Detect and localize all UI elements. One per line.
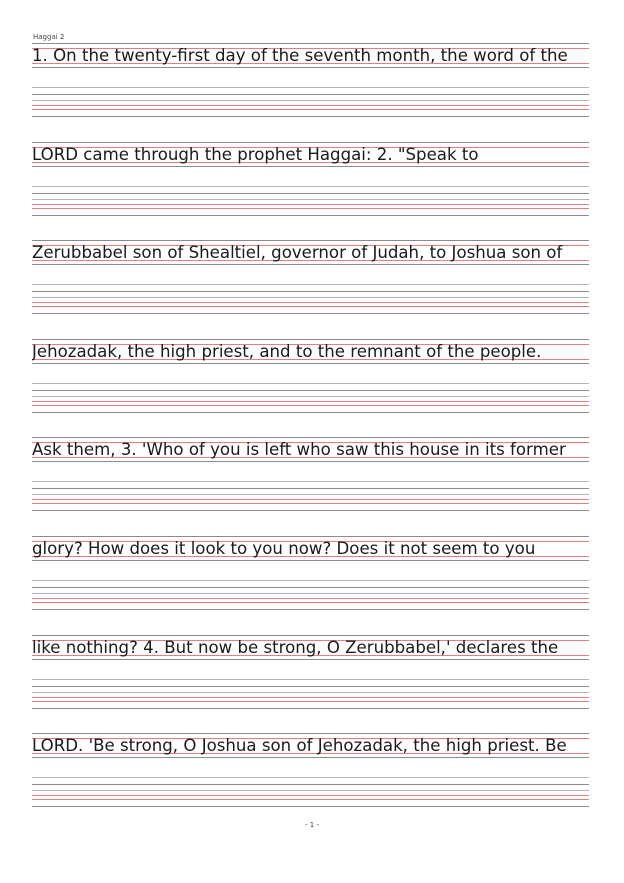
guide-rule [32,536,589,537]
guide-rule [32,701,589,702]
guide-rule [32,297,589,298]
guide-rule [32,692,589,693]
guide-rule [32,401,589,402]
guide-rule [32,784,589,785]
guide-rule [32,437,589,438]
guide-rule [32,686,589,687]
guide-rule [32,193,589,194]
guide-rule [32,100,589,101]
guide-rule [32,733,589,734]
writing-line-block [32,733,589,823]
writing-line-block [32,339,589,429]
guide-rule [32,560,589,561]
guide-rule [32,396,589,397]
guide-rule [32,598,589,599]
guide-rule [32,284,589,285]
guide-rule [32,697,589,698]
writing-line-block [32,536,589,626]
guide-rule [32,240,589,241]
verse-text-line: Zerubbabel son of Shealtiel, governor of Judah, to Joshua son of [32,243,563,263]
verse-text-line: like nothing? 4. But now be strong, O Zerubbabel,' declares the [32,637,559,657]
guide-rule [32,481,589,482]
guide-rule [32,208,589,209]
writing-line-block [32,240,589,330]
guide-rule [32,204,589,205]
guide-rule [32,306,589,307]
guide-rule [32,302,589,303]
writing-line-block [32,437,589,527]
writing-line-block [32,43,589,133]
verse-text-line: Ask them, 3. 'Who of you is left who saw this house in its former [32,440,566,460]
guide-rule [32,790,589,791]
writing-line-block [32,142,589,232]
guide-rule [32,166,589,167]
verse-text-line: Jehozadak, the high priest, and to the remnant of the people. [32,341,542,361]
guide-rule [32,494,589,495]
guide-rule [32,383,589,384]
verse-text-line: LORD. 'Be strong, O Joshua son of Jehozadak, the high priest. Be [32,736,567,756]
guide-rule [32,799,589,800]
guide-rule [32,87,589,88]
page-header: Haggai 2 [33,33,65,41]
guide-rule [32,105,589,106]
guide-rule [32,186,589,187]
guide-rule [32,142,589,143]
guide-rule [32,635,589,636]
guide-rule [32,806,589,807]
verse-text-line: glory? How does it look to you now? Does it not seem to you [32,539,536,558]
guide-rule [32,593,589,594]
guide-rule [32,43,589,44]
page-number: - 1 - [305,821,319,829]
guide-rule [32,412,589,413]
guide-rule [32,757,589,758]
verse-text-line: 1. On the twenty-first day of the seventh month, the word of the [32,46,568,65]
guide-rule [32,795,589,796]
verse-text-line: LORD came through the prophet Haggai: 2. "Speak to [32,144,479,164]
guide-rule [32,708,589,709]
guide-rule [32,116,589,117]
guide-rule [32,199,589,200]
guide-rule [32,602,589,603]
guide-rule [32,580,589,581]
guide-rule [32,777,589,778]
guide-rule [32,390,589,391]
guide-rule [32,461,589,462]
guide-rule [32,291,589,292]
guide-rule [32,313,589,314]
guide-rule [32,503,589,504]
guide-rule [32,488,589,489]
guide-rule [32,215,589,216]
guide-rule [32,499,589,500]
guide-rule [32,659,589,660]
guide-rule [32,339,589,340]
guide-rule [32,109,589,110]
guide-rule [32,264,589,265]
guide-rule [32,510,589,511]
guide-rule [32,405,589,406]
guide-rule [32,363,589,364]
guide-rule [32,67,589,68]
guide-rule [32,94,589,95]
writing-line-block [32,635,589,725]
guide-rule [32,679,589,680]
guide-rule [32,587,589,588]
guide-rule [32,609,589,610]
